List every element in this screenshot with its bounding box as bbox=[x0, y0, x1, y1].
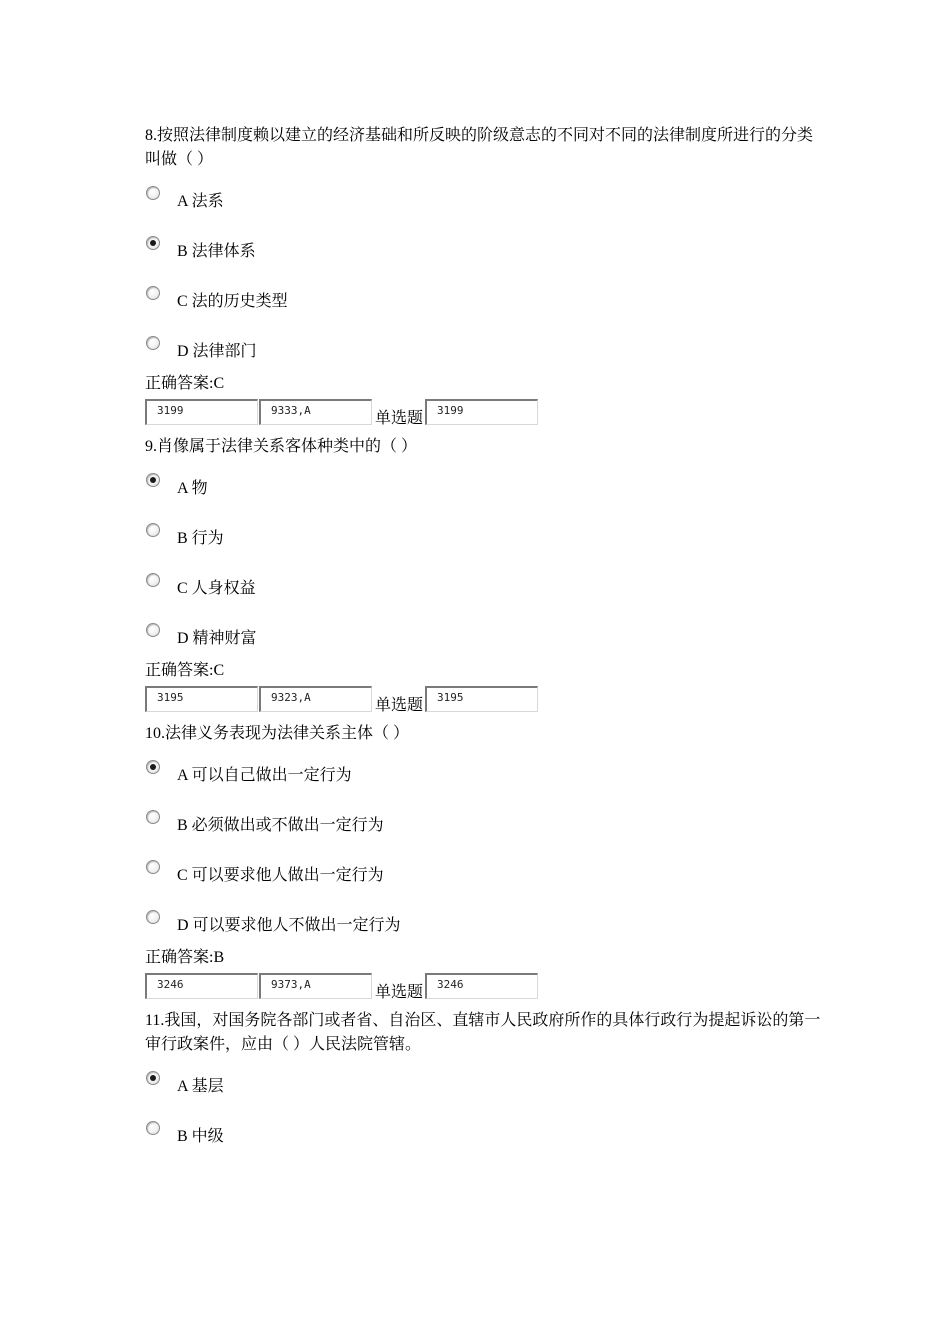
id-field[interactable]: 3246 bbox=[145, 973, 258, 999]
option-b[interactable] bbox=[145, 1107, 825, 1157]
radio-button[interactable] bbox=[146, 573, 160, 587]
option-c[interactable] bbox=[145, 272, 825, 322]
radio-dot bbox=[150, 1075, 156, 1081]
radio-button[interactable] bbox=[146, 236, 160, 250]
radio-button[interactable] bbox=[146, 523, 160, 537]
option-label: D 精神财富 bbox=[177, 630, 257, 647]
question-text: 9.肖像属于法律关系客体种类中的（ ） bbox=[145, 438, 418, 455]
option-label: B 中级 bbox=[177, 1128, 224, 1145]
option-label: B 行为 bbox=[177, 530, 224, 547]
correct-answer: 正确答案:B bbox=[145, 949, 225, 966]
question-text: 10.法律义务表现为法律关系主体（ ） bbox=[145, 725, 410, 742]
option-a[interactable] bbox=[145, 172, 825, 222]
option-label: C 法的历史类型 bbox=[177, 293, 288, 310]
radio-button[interactable] bbox=[146, 760, 160, 774]
answer-code-field[interactable]: 9373,A bbox=[259, 973, 372, 999]
question-block bbox=[145, 124, 825, 435]
radio-button[interactable] bbox=[146, 336, 160, 350]
option-label: C 可以要求他人做出一定行为 bbox=[177, 867, 384, 884]
radio-button[interactable] bbox=[146, 1071, 160, 1085]
correct-answer: 正确答案:C bbox=[145, 375, 225, 392]
radio-button[interactable] bbox=[146, 473, 160, 487]
radio-dot bbox=[150, 764, 156, 770]
radio-button[interactable] bbox=[146, 810, 160, 824]
question-text: 11.我国，对国务院各部门或者省、自治区、直辖市人民政府所作的具体行政行为提起诉讼的第一审行政案件，应由（ ）人民法院管辖。 bbox=[145, 1012, 821, 1053]
radio-dot bbox=[150, 477, 156, 483]
option-d[interactable] bbox=[145, 896, 825, 946]
option-label: B 必须做出或不做出一定行为 bbox=[177, 817, 384, 834]
radio-button[interactable] bbox=[146, 186, 160, 200]
field-row bbox=[145, 399, 825, 435]
option-b[interactable] bbox=[145, 796, 825, 846]
question-text: 8.按照法律制度赖以建立的经济基础和所反映的阶级意志的不同对不同的法律制度所进行的分类叫做（ ） bbox=[145, 127, 814, 168]
option-b[interactable] bbox=[145, 509, 825, 559]
question-type-label: 单选题 bbox=[375, 410, 424, 427]
radio-button[interactable] bbox=[146, 1121, 160, 1135]
option-label: C 人身权益 bbox=[177, 580, 256, 597]
field-row bbox=[145, 973, 825, 1009]
radio-button[interactable] bbox=[146, 286, 160, 300]
option-label: A 法系 bbox=[177, 193, 224, 210]
correct-answer: 正确答案:C bbox=[145, 662, 225, 679]
option-a[interactable] bbox=[145, 459, 825, 509]
id-field-2[interactable]: 3195 bbox=[425, 686, 538, 712]
option-label: D 法律部门 bbox=[177, 343, 257, 360]
answer-code-field[interactable]: 9333,A bbox=[259, 399, 372, 425]
option-c[interactable] bbox=[145, 846, 825, 896]
option-d[interactable] bbox=[145, 609, 825, 659]
quiz-page bbox=[145, 124, 825, 1157]
id-field-2[interactable]: 3199 bbox=[425, 399, 538, 425]
id-field-2[interactable]: 3246 bbox=[425, 973, 538, 999]
option-label: A 可以自己做出一定行为 bbox=[177, 767, 352, 784]
question-type-label: 单选题 bbox=[375, 697, 424, 714]
option-label: D 可以要求他人不做出一定行为 bbox=[177, 917, 401, 934]
option-c[interactable] bbox=[145, 559, 825, 609]
radio-button[interactable] bbox=[146, 623, 160, 637]
radio-button[interactable] bbox=[146, 910, 160, 924]
option-d[interactable] bbox=[145, 322, 825, 372]
id-field[interactable]: 3195 bbox=[145, 686, 258, 712]
option-label: A 物 bbox=[177, 480, 208, 497]
option-b[interactable] bbox=[145, 222, 825, 272]
option-label: B 法律体系 bbox=[177, 243, 256, 260]
field-row bbox=[145, 686, 825, 722]
id-field[interactable]: 3199 bbox=[145, 399, 258, 425]
answer-code-field[interactable]: 9323,A bbox=[259, 686, 372, 712]
question-block bbox=[145, 435, 825, 722]
radio-dot bbox=[150, 240, 156, 246]
radio-button[interactable] bbox=[146, 860, 160, 874]
option-a[interactable] bbox=[145, 746, 825, 796]
question-type-label: 单选题 bbox=[375, 984, 424, 1001]
option-a[interactable] bbox=[145, 1057, 825, 1107]
question-block bbox=[145, 1009, 825, 1157]
question-block bbox=[145, 722, 825, 1009]
option-label: A 基层 bbox=[177, 1078, 224, 1095]
